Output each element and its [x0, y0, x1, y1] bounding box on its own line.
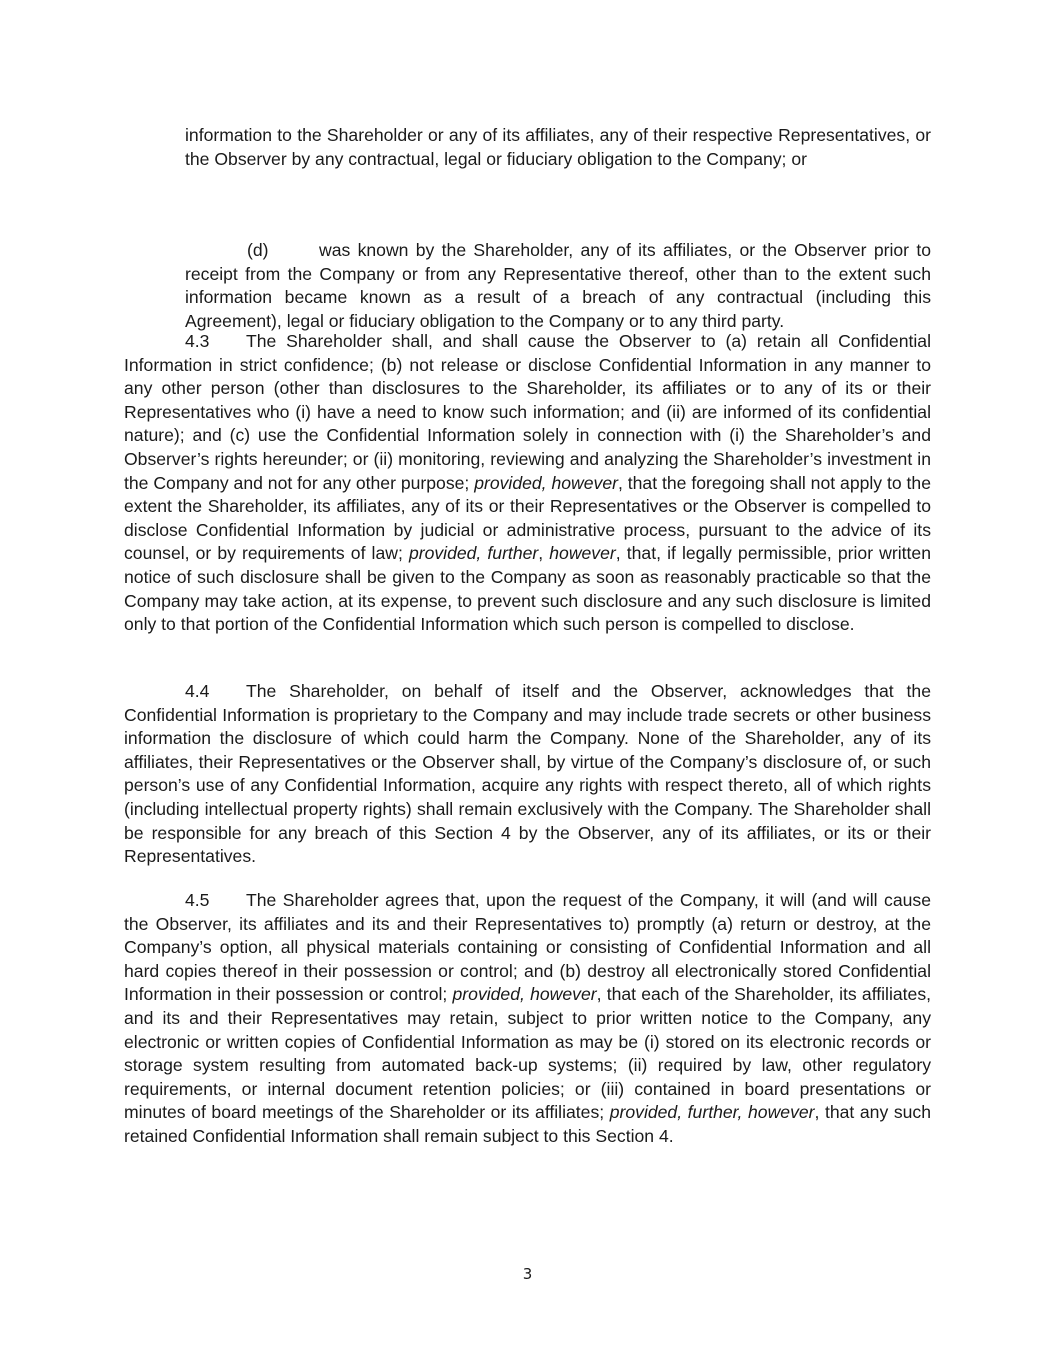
section-4-5-text-3: , that any such retained Confidential Information shall remain subject to this Section 4. — [124, 1102, 931, 1146]
paragraph-d-label: (d) — [247, 240, 269, 260]
section-4-3-italic-3: however — [549, 543, 616, 564]
section-4-5-italic-2: provided, further, however — [609, 1102, 815, 1123]
section-4-5-text-1: The Shareholder agrees that, upon the request of the Company, it will (and will cause the Observer, its affiliates and its and their Representatives to) promptly (a) return or destroy, at the Company’s option, all physical materials containing or consisting of Confidential Information and all hard copies thereof in their possession or control; and (b) destroy all electronically stored Confidential Information in their possession or control; — [124, 890, 931, 1005]
section-4-3-number: 4.3 — [185, 331, 210, 351]
section-4-3 — [124, 330, 931, 637]
section-4-4-text: The Shareholder, on behalf of itself and the Observer, acknowledges that the Confidential Information is proprietary to the Company and may include trade secrets or other business information the disclosure of which could harm the Company. None of the Shareholder, any of its affiliates, their Representatives or the Observer shall, by virtue of the Company’s disclosure of, or such person’s use of any Confidential Information, acquire any rights with respect thereto, all of which rights (including intellectual property rights) shall remain exclusively with the Company. The Shareholder shall be responsible for any breach of this Section 4 by the Observer, any of its affiliates, or its or their Representatives. — [124, 681, 931, 867]
section-4-4-number: 4.4 — [185, 681, 210, 701]
section-4-5-number: 4.5 — [185, 890, 210, 910]
section-4-3-text-3: , — [538, 543, 550, 564]
section-4-3-italic-2: provided, further — [408, 543, 539, 564]
section-4-5-italic-1: provided, however — [452, 984, 597, 1005]
section-4-5 — [124, 889, 931, 1149]
paragraph-d-text: was known by the Shareholder, any of its affiliates, or the Observer prior to receipt from the Company or from any Representative thereof, other than to the extent such information became known as a result of a breach of any contractual (including this Agreement), legal or fiduciary obligation to the Company or to any third party. — [185, 240, 931, 331]
paragraph-c-continuation: information to the Shareholder or any of its affiliates, any of their respective Representatives, or the Observer by any contractual, legal or fiduciary obligation to the Company; or — [185, 125, 931, 169]
section-4-3-text-2: , that the foregoing shall not apply to the extent the Shareholder, its affiliates, any of its or their Representatives or the Observer is compelled to disclose Confidential Information by judicial or administrative process, pursuant to the advice of its counsel, or by requirements of law; — [124, 472, 932, 564]
section-4-4 — [124, 680, 931, 869]
page-number: 3 — [522, 1265, 533, 1283]
section-4-3-italic-1: provided, however — [474, 472, 618, 493]
section-4-3-text-4: , that, if legally permissible, prior written notice of such disclosure shall be given to the Company as soon as reasonably practicable so that the Company may take action, at its expense, to prevent such disclosure and any such disclosure is limited only to that portion of the Confidential Information which such person is compelled to disclose. — [124, 543, 931, 635]
section-4-5-text-2: , that each of the Shareholder, its affiliates, and its and their Representatives may retain, subject to prior written notice to the Company, any electronic or written copies of Confidential Information as may be (i) stored on its electronic records or storage system resulting from automated back-up systems; (ii) required by law, other regulatory requirements, or internal document retention policies; or (iii) contained in board presentations or minutes of board meetings of the Shareholder or its affiliates; — [124, 984, 932, 1123]
section-4-3-text-1: The Shareholder shall, and shall cause the Observer to (a) retain all Confidential Information in strict confidence; (b) not release or disclose Confidential Information in any manner to any other person (other than disclosures to the Shareholder, its affiliates or to any of its or their Representatives who (i) have a need to know such information; and (ii) are informed of its confidential nature); and (c) use the Confidential Information solely in connection with (i) the Shareholder’s and Observer’s rights hereunder; or (ii) monitoring, reviewing and analyzing the Shareholder’s investment in the Company and not for any other purpose; — [124, 331, 931, 493]
paragraph-d — [185, 239, 931, 333]
